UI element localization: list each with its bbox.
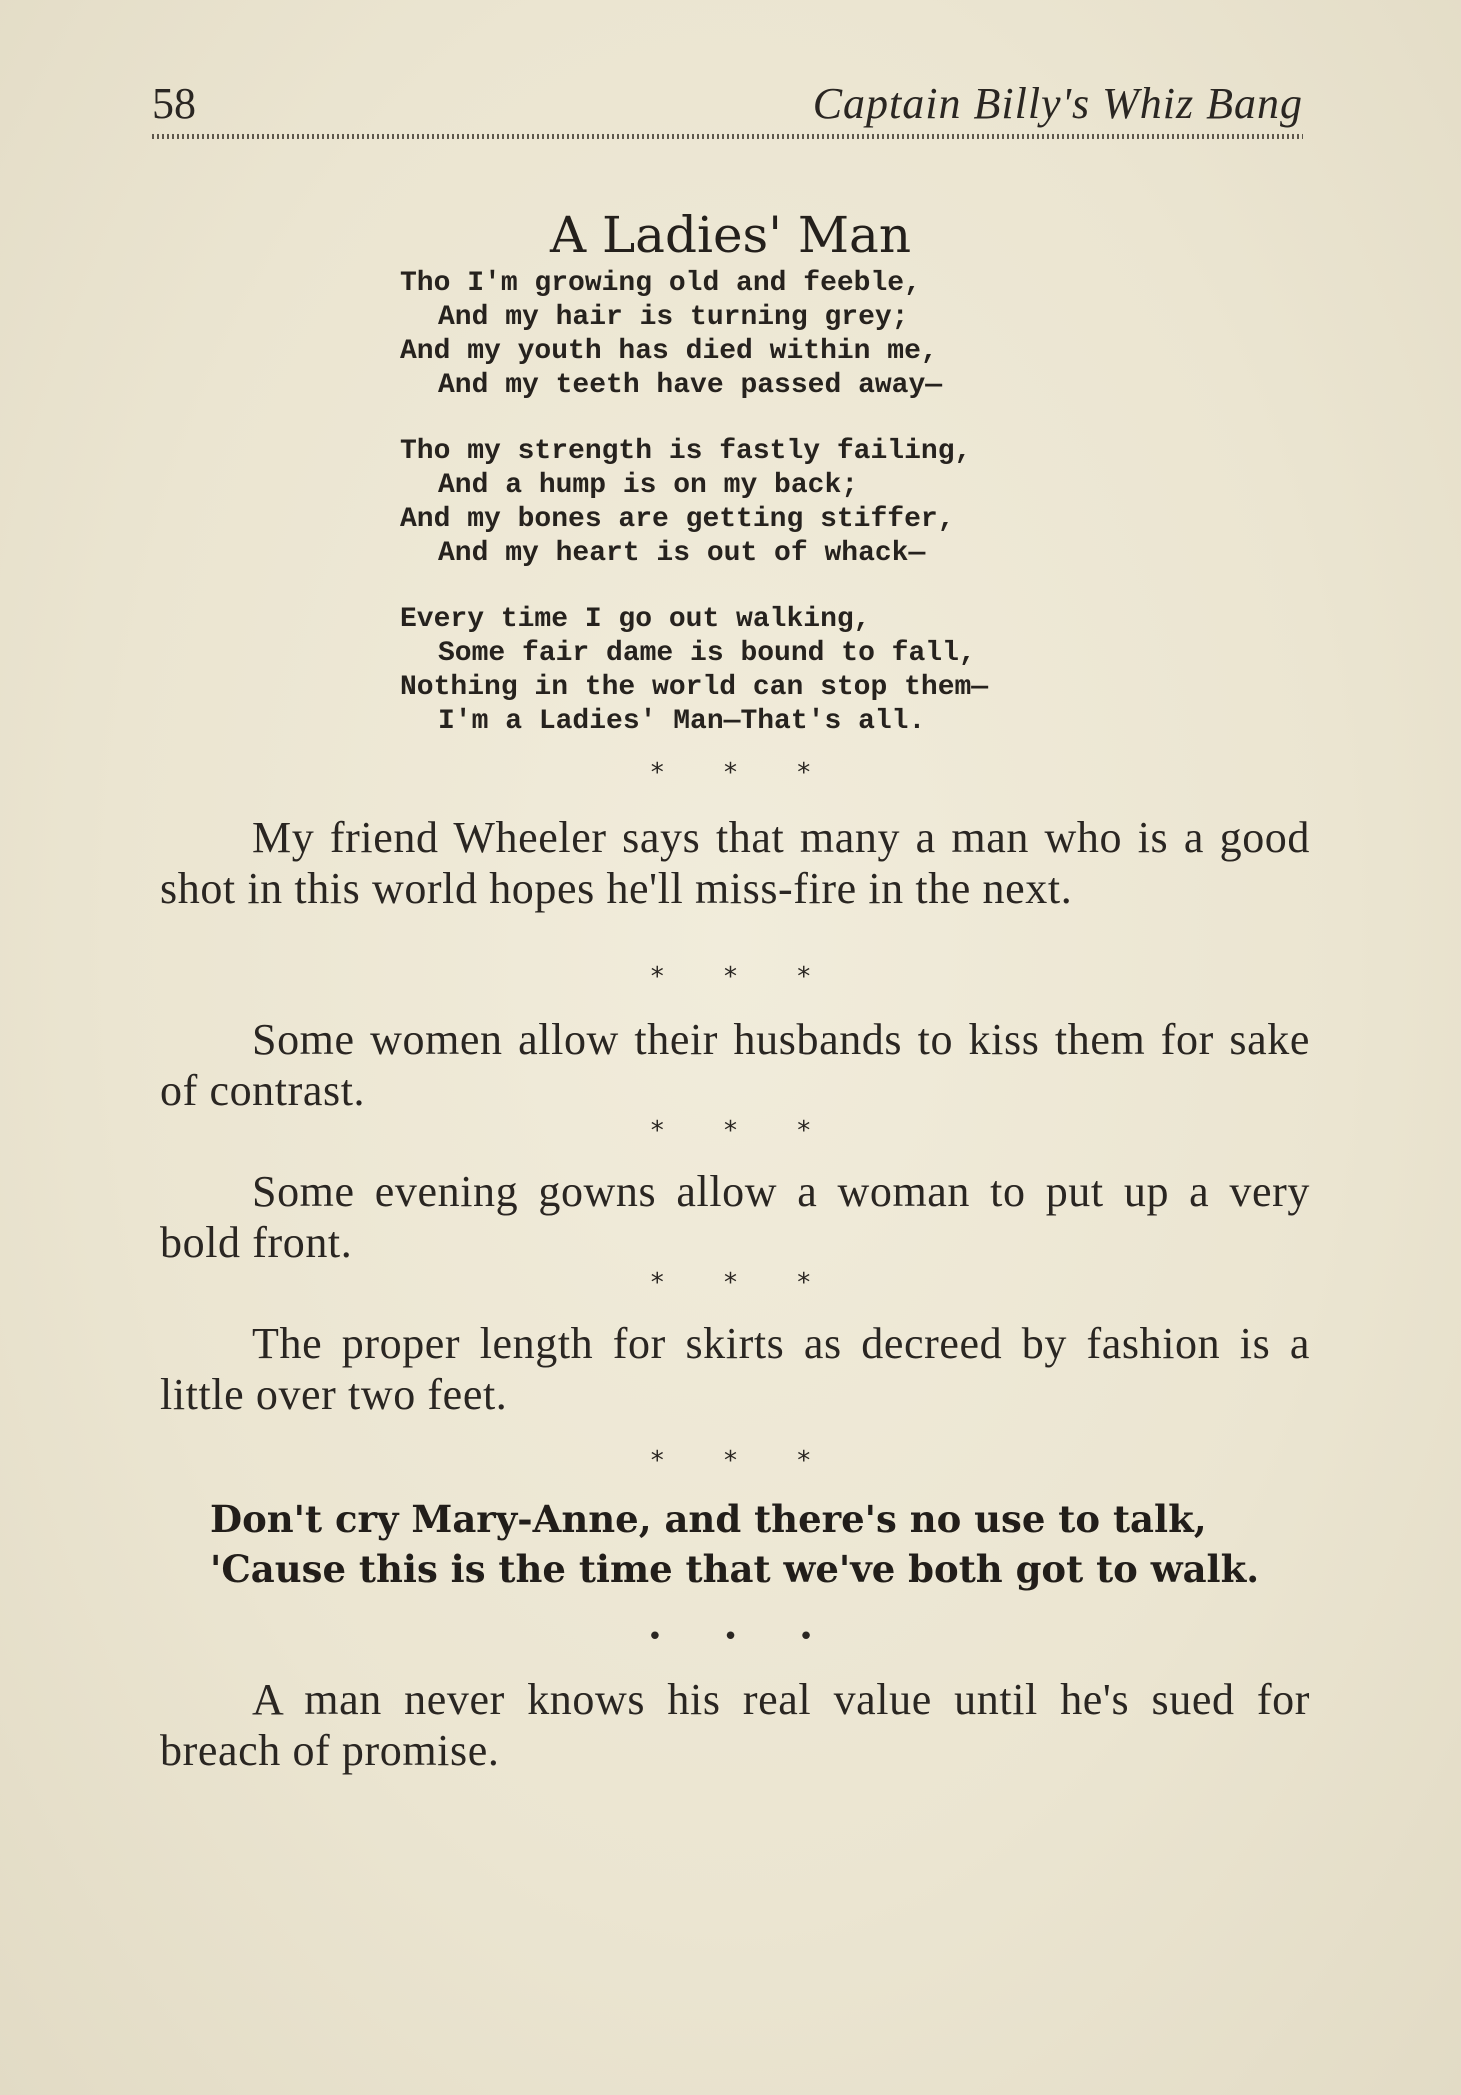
poem-line: And a hump is on my back; <box>438 470 859 501</box>
poem-line: And my hair is turning grey; <box>438 302 909 333</box>
joke-paragraph: Some evening gowns allow a woman to put up a very bold front. <box>160 1167 1310 1267</box>
poem-line: And my bones are getting stiffer, <box>400 504 955 535</box>
separator-dots: • • • <box>647 1622 814 1652</box>
separator-stars: * * * <box>650 962 811 992</box>
poem-line: Nothing in the world can stop them— <box>400 672 989 703</box>
separator-stars: * * * <box>650 1446 811 1476</box>
joke-paragraph: Some women allow their husbands to kiss them for sake of contrast. <box>160 1015 1310 1115</box>
couplet <box>210 1494 1360 1594</box>
running-head: Captain Billy's Whiz Bang <box>812 79 1303 128</box>
poem-stanza-3 <box>400 603 1160 739</box>
joke-paragraph: My friend Wheeler says that many a man who is a good shot in this world hopes he'll miss-fire in the next. <box>160 813 1310 913</box>
poem-line: And my teeth have passed away— <box>438 370 943 401</box>
couplet-line: 'Cause this is the time that we've both got to walk. <box>210 1547 1260 1591</box>
header-rule <box>152 134 1303 139</box>
joke-paragraph: The proper length for skirts as decreed by fashion is a little over two feet. <box>160 1319 1310 1419</box>
poem-stanza-2 <box>400 435 1160 571</box>
couplet-line: Don't cry Mary-Anne, and there's no use to talk, <box>210 1497 1207 1541</box>
joke-paragraph: A man never knows his real value until he's sued for breach of promise. <box>160 1675 1310 1775</box>
poem-line: Some fair dame is bound to fall, <box>438 638 976 669</box>
separator-stars: * * * <box>650 1116 811 1146</box>
poem-stanza-1 <box>400 267 1160 403</box>
poem-line: And my youth has died within me, <box>400 336 938 367</box>
poem-line: Tho I'm growing old and feeble, <box>400 268 921 299</box>
poem-title: A Ladies' Man <box>549 206 912 264</box>
separator-stars: * * * <box>650 1268 811 1298</box>
poem-line: Tho my strength is fastly failing, <box>400 436 972 467</box>
poem-line: I'm a Ladies' Man—That's all. <box>438 706 926 737</box>
separator-stars: * * * <box>650 758 811 788</box>
poem-line: And my heart is out of whack— <box>438 538 926 569</box>
poem-line: Every time I go out walking, <box>400 604 871 635</box>
page-number: 58 <box>152 79 196 128</box>
poem <box>400 267 1160 771</box>
